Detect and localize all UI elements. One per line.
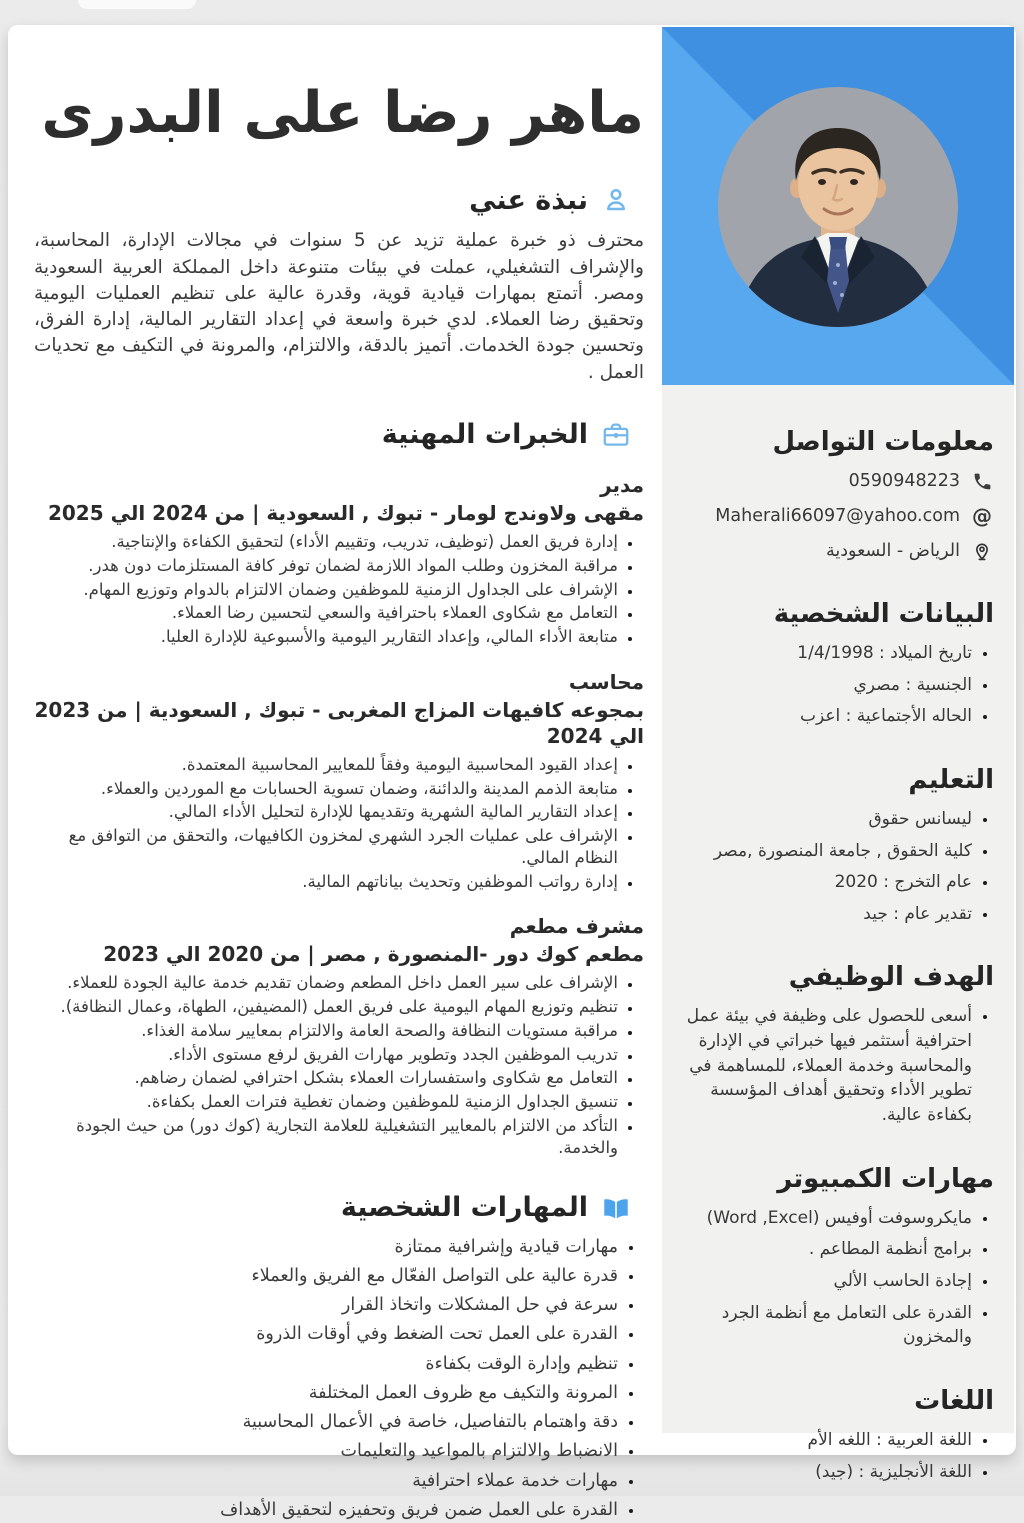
personal-skills-list bbox=[34, 1234, 644, 1523]
contact-email-row bbox=[676, 504, 994, 528]
about-section-heading bbox=[34, 184, 644, 216]
book-icon bbox=[600, 1192, 632, 1224]
list-item: • تنظيم وإدارة الوقت بكفاءة bbox=[34, 1351, 618, 1377]
list-item: • مهارات قيادية وإشرافية ممتازة bbox=[34, 1234, 618, 1260]
list-item: • اللغة الأنجليزية : (جيد) bbox=[676, 1460, 972, 1485]
list-item: • إعداد التقارير المالية الشهرية وتقديمها للإدارة لتحليل الأداء المالي. bbox=[34, 801, 618, 823]
list-item: • الجنسية : مصري bbox=[676, 673, 972, 698]
list-item: • تنظيم وتوزيع المهام اليومية على فريق العمل (المضيفين، الطهاة، وعمال النظافة). bbox=[34, 996, 618, 1018]
contact-location-row bbox=[676, 539, 994, 563]
list-item: • اللغة العربية : اللغه الأم bbox=[676, 1428, 972, 1453]
resume-card bbox=[8, 25, 1016, 1520]
list-item: • تقدير عام : جيد bbox=[676, 902, 972, 927]
list-item: • مراقبة المخزون وطلب المواد اللازمة لضمان توفر كافة المستلزمات دون هدر. bbox=[34, 555, 618, 577]
job-title: محاسب bbox=[568, 669, 644, 694]
list-item: • عام التخرج : 2020 bbox=[676, 870, 972, 895]
job-title: مدير bbox=[600, 472, 644, 497]
sidebar-content bbox=[662, 427, 1014, 1484]
list-item: • مهارات خدمة عملاء احترافية bbox=[34, 1468, 618, 1494]
list-item: • برامج أنظمة المطاعم . bbox=[676, 1237, 972, 1262]
at-icon: @ bbox=[972, 504, 992, 528]
list-item: • الإشراف على الجداول الزمنية للموظفين وضمان الالتزام بالدوام وتوزيع المهام. bbox=[34, 579, 618, 601]
experience-title: الخبرات المهنية bbox=[381, 419, 588, 451]
education-section-title: التعليم bbox=[908, 764, 994, 795]
languages-section-title: اللغات bbox=[914, 1385, 994, 1416]
list-item: • دقة واهتمام بالتفاصيل، خاصة في الأعمال المحاسبية bbox=[34, 1409, 618, 1435]
list-item: • تدريب الموظفين الجدد وتطوير مهارات الفريق لرفع مستوى الأداء. bbox=[34, 1044, 618, 1066]
list-item: • إعداد القيود المحاسبية اليومية وفقاً للمعايير المحاسبية المعتمدة. bbox=[34, 754, 618, 776]
list-item: • التأكد من الالتزام بالمعايير التشغيلية للعلامة التجارية (كوك دور) من حيث الجودة والخدمة. bbox=[34, 1115, 618, 1159]
list-item: • القدرة على العمل تحت الضغط وفي أوقات الذروة bbox=[34, 1321, 618, 1347]
list-item: • مايكروسوفت أوفيس (Word ,Excel) bbox=[676, 1206, 972, 1231]
location-pin-icon bbox=[970, 539, 994, 563]
contact-section-title: معلومات التواصل bbox=[772, 427, 994, 457]
list-item: • الحاله الأجتماعية : اعزب bbox=[676, 704, 972, 729]
computer-skills-section-title: مهارات الكمبيوتر bbox=[777, 1163, 994, 1194]
objective-list bbox=[676, 1004, 994, 1127]
job-duties-list bbox=[34, 754, 644, 893]
about-title: نبذة عني bbox=[469, 184, 588, 216]
main-column bbox=[8, 25, 660, 1520]
list-item: • إجادة الحاسب الألي bbox=[676, 1269, 972, 1294]
personal-skills-section-heading bbox=[34, 1192, 644, 1224]
objective-section-title: الهدف الوظيفي bbox=[788, 962, 994, 993]
job-company: مقهى ولاوندج لومار - تبوك , السعودية | من 2024 الي 2025 bbox=[47, 500, 644, 525]
list-item: • متابعة الذمم المدينة والدائنة، وضمان تسوية الحسابات مع الموردين والعملاء. bbox=[34, 778, 618, 800]
list-item: • المرونة والتكيف مع ظروف العمل المختلفة bbox=[34, 1380, 618, 1406]
job-entry bbox=[34, 913, 644, 1158]
job-duties-list bbox=[34, 531, 644, 648]
email-address: Maherali66097@yahoo.com bbox=[715, 506, 960, 526]
person-icon bbox=[600, 184, 632, 216]
list-item: • التعامل مع شكاوى واستفسارات العملاء بشكل احترافي لضمان رضاهم. bbox=[34, 1067, 618, 1089]
list-item: • أسعى للحصول على وظيفة في بيئة عمل احترافية أستثمر فيها خبراتي في الإدارة والمحاسبة وخدمة العملاء، للمساهمة في تطوير الأداء وتحقيق أهداف المؤسسة بكفاءة عالية. bbox=[676, 1004, 972, 1127]
personal-data-list bbox=[676, 641, 994, 729]
list-item: • تنسيق الجداول الزمنية للموظفين وضمان تغطية فترات العمل بكفاءة. bbox=[34, 1091, 618, 1113]
contact-phone-row bbox=[676, 469, 994, 493]
list-item: • متابعة الأداء المالي، وإعداد التقارير اليومية والأسبوعية للإدارة العليا. bbox=[34, 626, 618, 648]
list-item: • تاريخ الميلاد : 1/4/1998 bbox=[676, 641, 972, 666]
list-item: • الانضباط والالتزام بالمواعيد والتعليمات bbox=[34, 1438, 618, 1464]
languages-list bbox=[676, 1428, 994, 1484]
job-entry bbox=[34, 472, 644, 648]
job-duties-list bbox=[34, 972, 644, 1158]
list-item: • الإشراف على سير العمل داخل المطعم وضمان تقديم خدمة عالية الجودة للعملاء. bbox=[34, 972, 618, 994]
list-item: • قدرة عالية على التواصل الفعّال مع الفريق والعملاء bbox=[34, 1263, 618, 1289]
personal-data-section-title: البيانات الشخصية bbox=[773, 599, 994, 629]
briefcase-icon bbox=[600, 419, 632, 451]
candidate-name: ماهر رضا على البدرى bbox=[41, 80, 644, 146]
background-artifact bbox=[78, 0, 196, 9]
list-item: • الإشراف على عمليات الجرد الشهري لمخزون الكافيهات، والتحقق من التوافق مع النظام المالي. bbox=[34, 825, 618, 869]
computer-skills-list bbox=[676, 1206, 994, 1350]
job-title: مشرف مطعم bbox=[509, 914, 644, 939]
profile-photo bbox=[718, 87, 958, 327]
job-entry bbox=[34, 669, 644, 893]
phone-icon bbox=[970, 469, 994, 493]
list-item: • إدارة رواتب الموظفين وتحديث بياناتهم المالية. bbox=[34, 871, 618, 893]
location-text: الرياض - السعودية bbox=[826, 541, 960, 561]
job-company: بمجوعه كافيهات المزاج المغربى - تبوك , السعودية | من 2023 الي 2024 bbox=[34, 697, 644, 748]
list-item: • القدرة على التعامل مع أنظمة الجرد والمخزون bbox=[676, 1301, 972, 1350]
list-item: • القدرة على العمل ضمن فريق وتحفيزه لتحقيق الأهداف bbox=[34, 1497, 618, 1523]
education-list bbox=[676, 807, 994, 927]
experience-section-heading bbox=[34, 419, 644, 451]
job-company: مطعم كوك دور -المنصورة , مصر | من 2020 الي 2023 bbox=[103, 942, 644, 967]
list-item: • كلية الحقوق , جامعة المنصورة ,مصر bbox=[676, 839, 972, 864]
list-item: • سرعة في حل المشكلات واتخاذ القرار bbox=[34, 1292, 618, 1318]
about-text: محترف ذو خبرة عملية تزيد عن 5 سنوات في مجالات الإدارة، المحاسبة، والإشراف التشغيلي، عملت في بيئات متنوعة داخل المملكة العربية السعودية ومصر. أتمتع بمهارات قيادية قوية، وقدرة عالية على تنظيم العمليات اليومية وتحقيق رضا العملاء. لدي خبرة واسعة في إعداد التقارير المالية، إدارة الفرق، وتحسين جودة الخدمات. أتميز بالدقة، والالتزام، والمرونة في التكيف مع تحديات العمل . bbox=[34, 230, 645, 383]
personal-skills-title: المهارات الشخصية bbox=[340, 1192, 588, 1224]
list-item: • التعامل مع شكاوى العملاء باحترافية والسعي لتحسين رضا العملاء. bbox=[34, 602, 618, 624]
list-item: • إدارة فريق العمل (توظيف، تدريب، وتقييم الأداء) لتحقيق الكفاءة والإنتاجية. bbox=[34, 531, 618, 553]
list-item: • ليسانس حقوق bbox=[676, 807, 972, 832]
phone-number: 0590948223 bbox=[848, 471, 960, 491]
sidebar bbox=[662, 27, 1014, 1482]
list-item: • مراقبة مستويات النظافة والصحة العامة والالتزام بمعايير سلامة الغذاء. bbox=[34, 1020, 618, 1042]
sidebar-hero-banner bbox=[662, 27, 1014, 385]
